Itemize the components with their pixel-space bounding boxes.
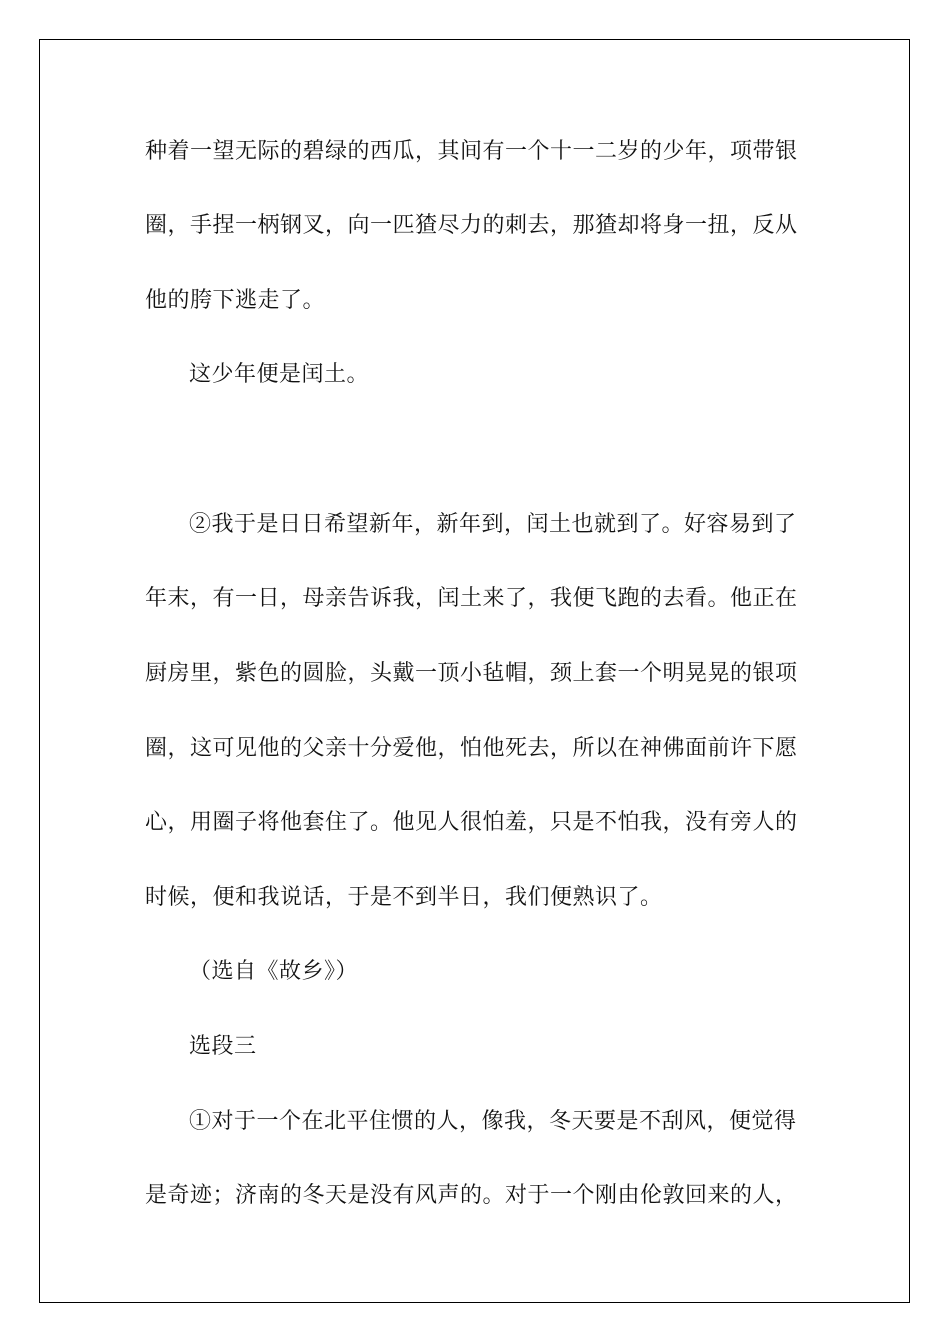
text-line: ②我于是日日希望新年，新年到，闰土也就到了。好容易到了: [189, 512, 797, 537]
section-heading: 选段三: [189, 1034, 257, 1059]
source-citation: （选自《故乡》）: [189, 959, 359, 984]
text-line: 他的胯下逃走了。: [145, 288, 326, 313]
text-line: 年末，有一日，母亲告诉我，闰土来了，我便飞跑的去看。他正在: [145, 586, 798, 611]
text-line: 心，用圈子将他套住了。他见人很怕羞，只是不怕我，没有旁人的: [145, 810, 798, 835]
text-line: ①对于一个在北平住惯的人，像我，冬天要是不刮风，便觉得: [189, 1109, 797, 1134]
text-line: 圈，这可见他的父亲十分爱他，怕他死去，所以在神佛面前许下愿: [145, 736, 798, 761]
text-line: 种着一望无际的碧绿的西瓜，其间有一个十一二岁的少年，项带银: [145, 139, 798, 164]
text-line: 圈，手捏一柄钢叉，向一匹猹尽力的刺去，那猹却将身一扭，反从: [145, 213, 798, 238]
text-line: 厨房里，紫色的圆脸，头戴一顶小毡帽，颈上套一个明晃晃的银项: [145, 661, 798, 686]
text-line: 时候，便和我说话，于是不到半日，我们便熟识了。: [145, 885, 663, 910]
text-line: 这少年便是闰土。: [189, 362, 370, 387]
text-line: 是奇迹；济南的冬天是没有风声的。对于一个刚由伦敦回来的人，: [145, 1183, 798, 1208]
